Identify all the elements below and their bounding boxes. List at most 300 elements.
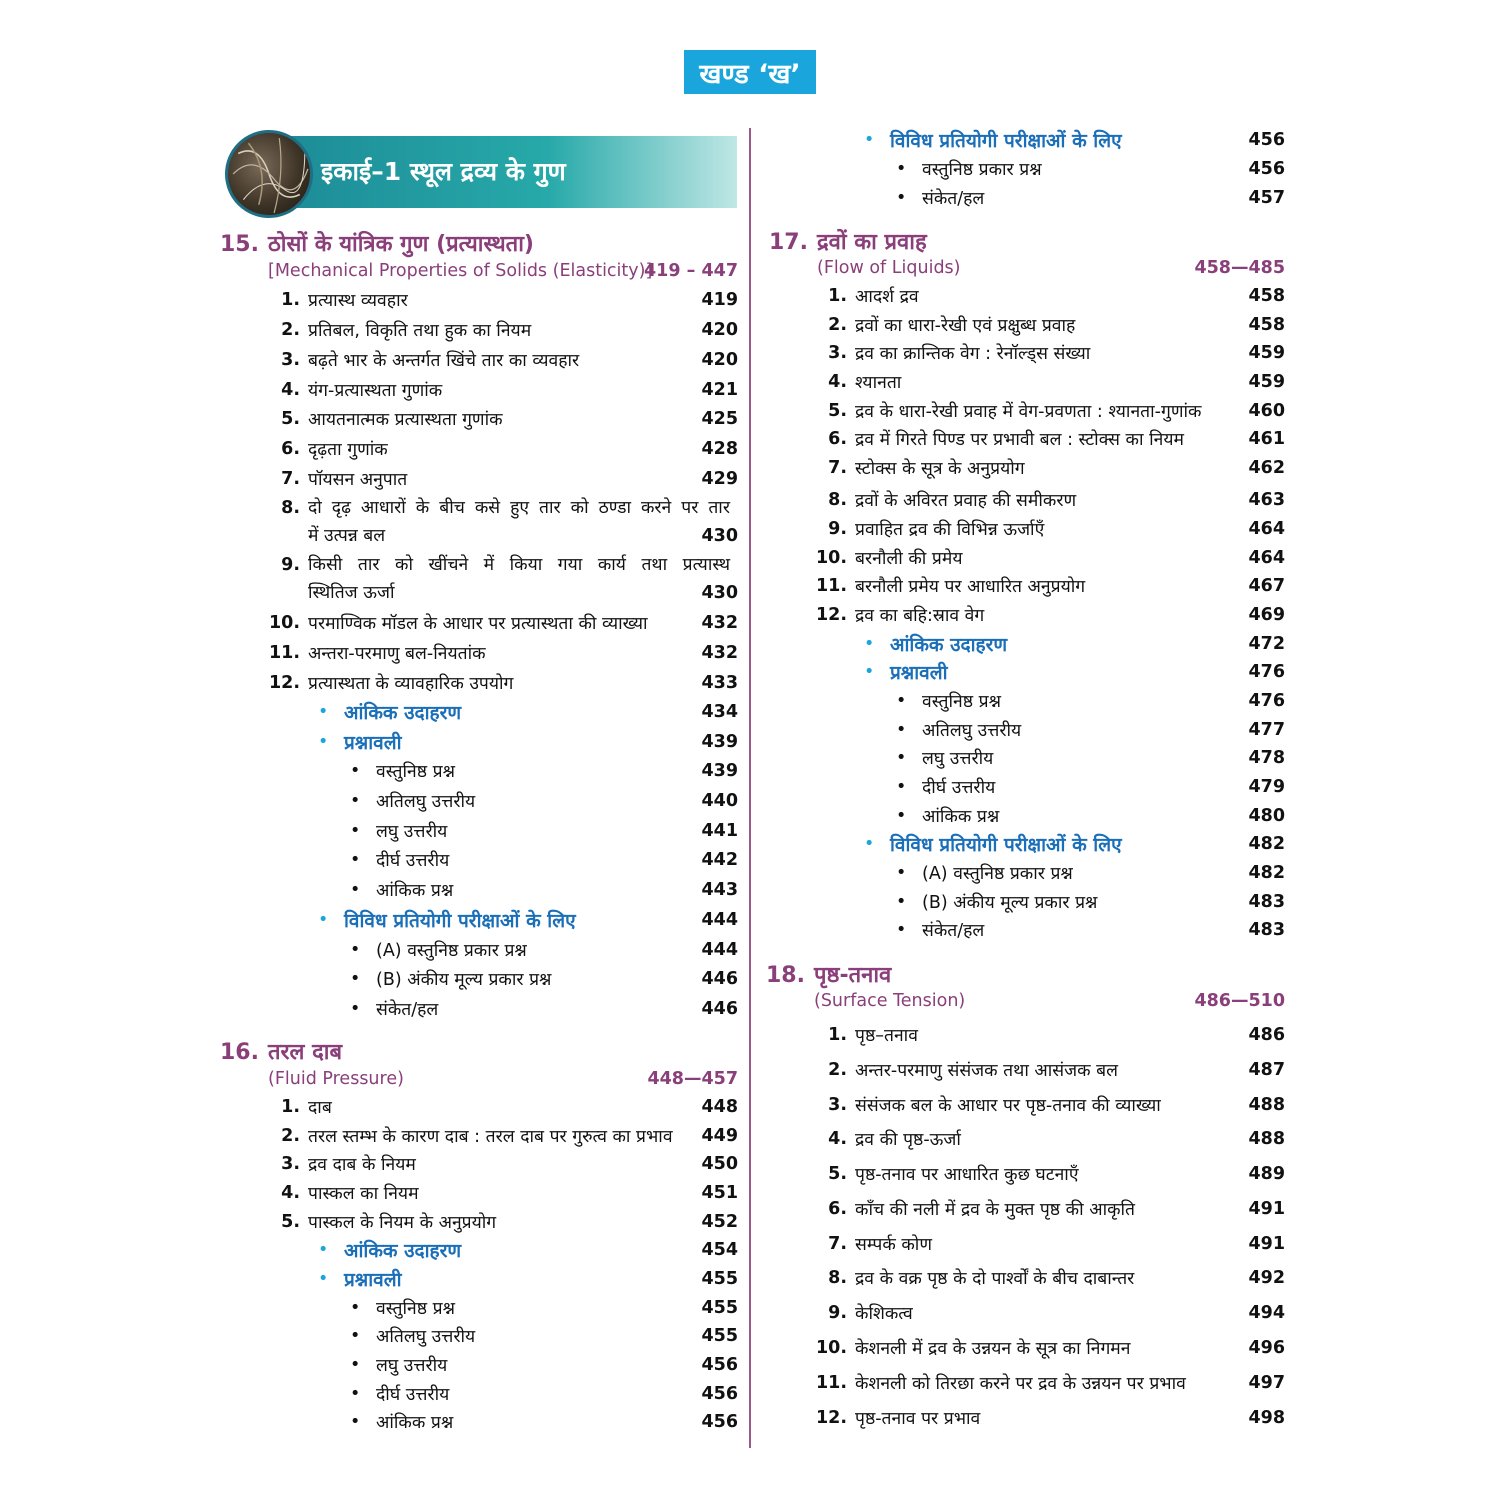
toc-subsection <box>318 1236 738 1264</box>
item-page: 489 <box>1248 1164 1285 1184</box>
subsection-text: (A) वस्तुनिष्ठ प्रकार प्रश्न <box>922 864 1073 884</box>
toc-item <box>815 1056 1285 1084</box>
item-text: अन्तरा-परमाणु बल-नियतांक <box>308 644 486 664</box>
item-number: 2. <box>281 1126 300 1146</box>
item-number: 4. <box>828 1129 847 1149</box>
item-number: 4. <box>281 1183 300 1203</box>
bullet-icon: • <box>350 999 361 1019</box>
bullet-icon: • <box>350 1298 361 1318</box>
subsection-text: (A) वस्तुनिष्ठ प्रकार प्रश्न <box>376 941 527 961</box>
toc-subitem <box>350 995 738 1023</box>
toc-subitem <box>896 859 1285 887</box>
toc-item <box>815 1125 1285 1153</box>
toc-item <box>815 1404 1285 1432</box>
bullet-icon: • <box>864 634 875 654</box>
toc-item <box>815 282 1285 310</box>
item-page: 428 <box>701 439 738 459</box>
bullet-icon: • <box>350 1384 361 1404</box>
bullet-icon: • <box>864 662 875 682</box>
toc-subitem <box>896 687 1285 715</box>
bullet-icon: • <box>318 910 329 930</box>
item-text: प्रवाहित द्रव की विभिन्न ऊर्जाएँ <box>855 520 1045 540</box>
item-page: 444 <box>701 940 738 960</box>
chapter-page-range: 458—485 <box>1194 258 1285 278</box>
item-text-line: किसी तार को खींचने में किया गया कार्य तथा प्रत्यास्थ <box>308 555 730 575</box>
chapter-number: 16. <box>220 1040 259 1065</box>
item-text: प्रत्यास्थता के व्यावहारिक उपयोग <box>308 674 514 694</box>
item-page: 429 <box>701 469 738 489</box>
item-page: 497 <box>1248 1373 1285 1393</box>
item-page: 463 <box>1248 490 1285 510</box>
subsection-text: संकेत/हल <box>922 189 985 209</box>
item-number: 3. <box>828 343 847 363</box>
item-page: 430 <box>701 526 738 546</box>
chapter-title-text: द्रवों का प्रवाह <box>817 230 927 255</box>
bullet-icon: • <box>350 1412 361 1432</box>
item-text: श्यानता <box>855 373 902 393</box>
toc-item <box>815 368 1285 396</box>
item-number: 9. <box>828 1303 847 1323</box>
toc-item <box>268 669 738 697</box>
item-text: अन्तर-परमाणु संसंजक तथा आसंजक बल <box>855 1061 1118 1081</box>
subsection-text: लघु उत्तरीय <box>376 1356 448 1376</box>
chapter-page-range: 486—510 <box>1194 991 1285 1011</box>
subsection-text: प्रश्नावली <box>344 1269 402 1291</box>
chapter-title <box>220 230 534 260</box>
subsection-text: (B) अंकीय मूल्य प्रकार प्रश्न <box>922 893 1098 913</box>
subsection-text: अतिलघु उत्तरीय <box>922 721 1022 741</box>
item-number: 6. <box>828 1199 847 1219</box>
item-page: 457 <box>1248 188 1285 208</box>
chapter-english-title <box>268 258 738 284</box>
bullet-icon: • <box>350 940 361 960</box>
chapter-english-text: [Mechanical Properties of Solids (Elasticity)] <box>268 261 653 281</box>
toc-subitem <box>896 716 1285 744</box>
item-text: द्रव दाब के नियम <box>308 1155 416 1175</box>
subsection-text: संकेत/हल <box>376 1000 439 1020</box>
subsection-text: दीर्घ उत्तरीय <box>376 851 450 871</box>
toc-item <box>815 1091 1285 1119</box>
item-page: 483 <box>1248 920 1285 940</box>
subsection-text: वस्तुनिष्ठ प्रश्न <box>922 692 1001 712</box>
item-page: 464 <box>1248 519 1285 539</box>
subsection-text: विविध प्रतियोगी परीक्षाओं के लिए <box>344 910 576 932</box>
toc-item <box>268 1150 738 1178</box>
item-text: द्रव की पृष्ठ-ऊर्जा <box>855 1130 961 1150</box>
item-number: 12. <box>815 605 847 625</box>
subsection-text: आंकिक प्रश्न <box>922 807 1000 827</box>
toc-subsection <box>318 698 738 726</box>
subsection-text: आंकिक उदाहरण <box>344 702 462 724</box>
bullet-icon: • <box>318 1269 329 1289</box>
chapter-english-text: (Fluid Pressure) <box>268 1069 404 1089</box>
item-number: 7. <box>281 469 300 489</box>
item-number: 7. <box>828 1234 847 1254</box>
toc-item <box>268 1122 738 1150</box>
chapter-page-range: 419 – 447 <box>644 261 738 281</box>
toc-subitem <box>350 1380 738 1408</box>
item-text: तरल स्तम्भ के कारण दाब : तरल दाब पर गुरुत्व का प्रभाव <box>308 1127 673 1147</box>
toc-subitem <box>350 1322 738 1350</box>
item-page: 454 <box>701 1240 738 1260</box>
item-page: 444 <box>701 910 738 930</box>
item-page: 491 <box>1248 1199 1285 1219</box>
item-text: परमाण्विक मॉडल के आधार पर प्रत्यास्थता की व्याख्या <box>308 614 648 634</box>
toc-item <box>268 346 738 374</box>
item-number: 10. <box>815 548 847 568</box>
item-page: 467 <box>1248 576 1285 596</box>
toc-item <box>815 544 1285 572</box>
chapter-english-text: (Surface Tension) <box>814 991 966 1011</box>
chapter-number: 17. <box>769 230 808 255</box>
item-text: द्रव में गिरते पिण्ड पर प्रभावी बल : स्टोक्स का नियम <box>855 430 1184 450</box>
item-text: सम्पर्क कोण <box>855 1235 932 1255</box>
toc-item <box>815 486 1285 514</box>
item-page: 483 <box>1248 892 1285 912</box>
item-page: 440 <box>701 791 738 811</box>
item-page: 458 <box>1248 286 1285 306</box>
item-page: 456 <box>701 1412 738 1432</box>
item-number: 3. <box>828 1095 847 1115</box>
item-page: 480 <box>1248 806 1285 826</box>
item-page: 449 <box>701 1126 738 1146</box>
toc-item <box>815 1264 1285 1292</box>
toc-subitem <box>350 1351 738 1379</box>
item-number: 1. <box>828 286 847 306</box>
item-page: 448 <box>701 1097 738 1117</box>
item-text: बरनौली की प्रमेय <box>855 549 963 569</box>
toc-subsection <box>864 630 1285 658</box>
item-text: पृष्ठ–तनाव <box>855 1026 918 1046</box>
toc-item <box>268 1179 738 1207</box>
item-number: 8. <box>828 490 847 510</box>
item-number: 5. <box>828 401 847 421</box>
item-number: 1. <box>281 290 300 310</box>
section-badge: खण्ड ‘ख’ <box>684 50 816 94</box>
item-page: 476 <box>1248 691 1285 711</box>
item-number: 5. <box>828 1164 847 1184</box>
item-page: 421 <box>701 380 738 400</box>
item-text: पास्कल के नियम के अनुप्रयोग <box>308 1213 497 1233</box>
toc-item <box>268 465 738 493</box>
chapter-title <box>769 228 927 258</box>
item-number: 8. <box>281 498 300 518</box>
item-text-line: स्थितिज ऊर्जा <box>308 583 395 603</box>
bullet-icon: • <box>318 732 329 752</box>
subsection-text: आंकिक उदाहरण <box>890 634 1008 656</box>
chapter-title-text: ठोसों के यांत्रिक गुण (प्रत्यास्थता) <box>268 232 534 257</box>
chapter-number: 18. <box>766 963 805 988</box>
toc-item <box>815 1195 1285 1223</box>
item-page: 434 <box>701 702 738 722</box>
item-page: 425 <box>701 409 738 429</box>
item-page: 456 <box>701 1355 738 1375</box>
item-page: 446 <box>701 999 738 1019</box>
toc-item <box>268 609 738 637</box>
item-page: 452 <box>701 1212 738 1232</box>
toc-item <box>268 1093 738 1121</box>
toc-subitem <box>350 965 738 993</box>
toc-subitem <box>896 155 1285 183</box>
item-page: 433 <box>701 673 738 693</box>
item-text: द्रवों का धारा-रेखी एवं प्रक्षुब्ध प्रवाह <box>855 316 1076 336</box>
item-text-line: में उत्पन्न बल <box>308 526 386 546</box>
toc-subitem <box>350 787 738 815</box>
item-text-line: दो दृढ़ आधारों के बीच कसे हुए तार को ठण्डा करने पर तार <box>308 498 730 518</box>
chapter-english-title <box>817 255 1285 281</box>
toc-subitem <box>896 888 1285 916</box>
item-number: 2. <box>828 315 847 335</box>
item-page: 477 <box>1248 720 1285 740</box>
item-number: 2. <box>281 320 300 340</box>
bullet-icon: • <box>896 748 907 768</box>
item-text: यंग-प्रत्यास्थता गुणांक <box>308 381 443 401</box>
item-page: 439 <box>701 732 738 752</box>
item-page: 432 <box>701 643 738 663</box>
toc-subitem <box>896 744 1285 772</box>
item-page: 456 <box>1248 159 1285 179</box>
item-number: 1. <box>828 1025 847 1045</box>
bullet-icon: • <box>350 1326 361 1346</box>
toc-subsection <box>318 1265 738 1293</box>
item-number: 8. <box>828 1268 847 1288</box>
toc-item <box>268 435 738 463</box>
item-text: स्टोक्स के सूत्र के अनुप्रयोग <box>855 459 1025 479</box>
bullet-icon: • <box>896 188 907 208</box>
item-page: 479 <box>1248 777 1285 797</box>
item-page: 464 <box>1248 548 1285 568</box>
chapter-title-text: पृष्ठ-तनाव <box>814 963 892 988</box>
bullet-icon: • <box>896 777 907 797</box>
item-text: काँच की नली में द्रव के मुक्त पृष्ठ की आकृति <box>855 1200 1136 1220</box>
subsection-text: वस्तुनिष्ठ प्रश्न <box>376 1299 455 1319</box>
subsection-text: विविध प्रतियोगी परीक्षाओं के लिए <box>890 834 1122 856</box>
bullet-icon: • <box>896 720 907 740</box>
chapter-title <box>766 961 891 991</box>
toc-item <box>815 454 1285 482</box>
item-page: 450 <box>701 1154 738 1174</box>
item-page: 462 <box>1248 458 1285 478</box>
item-text: आयतनात्मक प्रत्यास्थता गुणांक <box>308 410 503 430</box>
item-page: 472 <box>1248 634 1285 654</box>
toc-subitem <box>350 757 738 785</box>
item-number: 12. <box>268 673 300 693</box>
item-page: 488 <box>1248 1129 1285 1149</box>
toc-subitem <box>896 916 1285 944</box>
item-number: 3. <box>281 350 300 370</box>
toc-item <box>268 376 738 404</box>
subsection-text: आंकिक उदाहरण <box>344 1240 462 1262</box>
item-text: द्रव का क्रान्तिक वेग : रेनॉल्ड्स संख्या <box>855 344 1091 364</box>
item-number: 4. <box>828 372 847 392</box>
subsection-text: (B) अंकीय मूल्य प्रकार प्रश्न <box>376 970 552 990</box>
toc-item <box>815 572 1285 600</box>
subsection-text: प्रश्नावली <box>890 662 948 684</box>
bullet-icon: • <box>896 920 907 940</box>
subsection-text: अतिलघु उत्तरीय <box>376 792 476 812</box>
toc-item <box>815 1021 1285 1049</box>
item-number: 6. <box>281 439 300 459</box>
toc-item <box>268 494 738 550</box>
chapter-page-range: 448—457 <box>647 1069 738 1089</box>
bullet-icon: • <box>896 892 907 912</box>
toc-subsection <box>864 658 1285 686</box>
subsection-text: लघु उत्तरीय <box>922 749 994 769</box>
subsection-text: दीर्घ उत्तरीय <box>922 778 996 798</box>
item-page: 455 <box>701 1326 738 1346</box>
subsection-text: आंकिक प्रश्न <box>376 881 454 901</box>
toc-item <box>815 311 1285 339</box>
chapter-english-title <box>814 988 1285 1014</box>
bullet-icon: • <box>896 806 907 826</box>
item-text: केशनली में द्रव के उन्नयन के सूत्र का निगमन <box>855 1339 1131 1359</box>
item-page: 439 <box>701 761 738 781</box>
item-page: 458 <box>1248 315 1285 335</box>
subsection-text: संकेत/हल <box>922 921 985 941</box>
subsection-text: लघु उत्तरीय <box>376 822 448 842</box>
item-page: 455 <box>701 1298 738 1318</box>
chapter-english-title <box>268 1066 738 1092</box>
item-number: 9. <box>281 555 300 575</box>
toc-item <box>268 286 738 314</box>
item-page: 492 <box>1248 1268 1285 1288</box>
chapter-title <box>220 1038 342 1068</box>
item-number: 5. <box>281 1212 300 1232</box>
item-text: संसंजक बल के आधार पर पृष्ठ-तनाव की व्याख्या <box>855 1096 1161 1116</box>
bullet-icon: • <box>350 761 361 781</box>
item-page: 419 <box>701 290 738 310</box>
toc-subsection <box>864 830 1285 858</box>
item-number: 11. <box>815 576 847 596</box>
item-page: 494 <box>1248 1303 1285 1323</box>
subsection-text: अतिलघु उत्तरीय <box>376 1327 476 1347</box>
toc-subitem <box>896 184 1285 212</box>
item-page: 443 <box>701 880 738 900</box>
item-number: 2. <box>828 1060 847 1080</box>
item-page: 446 <box>701 969 738 989</box>
item-page: 469 <box>1248 605 1285 625</box>
chapter-number: 15. <box>220 232 259 257</box>
subsection-text: वस्तुनिष्ठ प्रकार प्रश्न <box>922 160 1042 180</box>
toc-item <box>815 1160 1285 1188</box>
item-page: 420 <box>701 320 738 340</box>
item-number: 11. <box>815 1373 847 1393</box>
column-divider <box>749 128 751 1448</box>
item-page: 460 <box>1248 401 1285 421</box>
bullet-icon: • <box>350 1355 361 1375</box>
item-text: दाब <box>308 1098 332 1118</box>
item-text: द्रव के वक्र पृष्ठ के दो पार्श्वों के बीच दाबान्तर <box>855 1269 1135 1289</box>
item-text: द्रव के धारा-रेखी प्रवाह में वेग-प्रवणता : श्यानता-गुणांक <box>855 402 1202 422</box>
subsection-text: दीर्घ उत्तरीय <box>376 1385 450 1405</box>
item-page: 459 <box>1248 343 1285 363</box>
item-page: 456 <box>701 1384 738 1404</box>
toc-item <box>815 515 1285 543</box>
item-page: 441 <box>701 821 738 841</box>
toc-subitem <box>350 846 738 874</box>
toc-subitem <box>350 817 738 845</box>
item-number: 5. <box>281 409 300 429</box>
item-page: 488 <box>1248 1095 1285 1115</box>
bullet-icon: • <box>350 821 361 841</box>
bullet-icon: • <box>350 880 361 900</box>
subsection-text: आंकिक प्रश्न <box>376 1413 454 1433</box>
toc-item <box>268 1208 738 1236</box>
item-page: 442 <box>701 850 738 870</box>
item-text: बरनौली प्रमेय पर आधारित अनुप्रयोग <box>855 577 1086 597</box>
item-page: 496 <box>1248 1338 1285 1358</box>
unit-banner <box>225 136 737 208</box>
toc-item <box>815 601 1285 629</box>
chapter-title-text: तरल दाब <box>268 1040 343 1065</box>
item-page: 491 <box>1248 1234 1285 1254</box>
item-page: 459 <box>1248 372 1285 392</box>
item-page: 487 <box>1248 1060 1285 1080</box>
bullet-icon: • <box>318 1240 329 1260</box>
toc-subitem <box>896 802 1285 830</box>
toc-subitem <box>350 936 738 964</box>
toc-subsection <box>864 126 1285 154</box>
item-text: आदर्श द्रव <box>855 287 919 307</box>
bullet-icon: • <box>350 850 361 870</box>
bullet-icon: • <box>896 691 907 711</box>
item-page: 498 <box>1248 1408 1285 1428</box>
item-text: केशनली को तिरछा करने पर द्रव के उन्नयन पर प्रभाव <box>855 1374 1186 1394</box>
toc-item <box>268 316 738 344</box>
item-text: द्रव का बहि:स्राव वेग <box>855 606 985 626</box>
item-number: 3. <box>281 1154 300 1174</box>
item-page: 451 <box>701 1183 738 1203</box>
bullet-icon: • <box>318 702 329 722</box>
toc-item <box>815 1369 1285 1397</box>
item-page: 432 <box>701 613 738 633</box>
item-text: द्रवों के अविरत प्रवाह की समीकरण <box>855 491 1077 511</box>
item-number: 7. <box>828 458 847 478</box>
item-page: 476 <box>1248 662 1285 682</box>
toc-item <box>815 397 1285 425</box>
toc-item <box>815 425 1285 453</box>
bullet-icon: • <box>350 969 361 989</box>
item-page: 456 <box>1248 130 1285 150</box>
toc-item <box>815 1334 1285 1362</box>
unit-image-icon <box>225 130 313 218</box>
toc-subitem <box>350 876 738 904</box>
item-page: 486 <box>1248 1025 1285 1045</box>
item-number: 11. <box>268 643 300 663</box>
unit-title: इकाई–1 स्थूल द्रव्य के गुण <box>321 157 566 186</box>
item-text: बढ़ते भार के अन्तर्गत खिंचे तार का व्यवहार <box>308 351 580 371</box>
toc-subitem <box>896 773 1285 801</box>
toc-subitem <box>350 1408 738 1436</box>
item-page: 430 <box>701 583 738 603</box>
toc-item <box>268 405 738 433</box>
item-text: दृढ़ता गुणांक <box>308 440 388 460</box>
item-page: 478 <box>1248 748 1285 768</box>
toc-subsection <box>318 906 738 934</box>
item-number: 4. <box>281 380 300 400</box>
toc-item <box>815 339 1285 367</box>
toc-item <box>815 1230 1285 1258</box>
item-text: प्रतिबल, विकृति तथा हुक का नियम <box>308 321 532 341</box>
item-page: 482 <box>1248 863 1285 883</box>
chapter-english-text: (Flow of Liquids) <box>817 258 961 278</box>
item-text: पास्कल का नियम <box>308 1184 419 1204</box>
subsection-text: विविध प्रतियोगी परीक्षाओं के लिए <box>890 130 1122 152</box>
item-number: 1. <box>281 1097 300 1117</box>
bullet-icon: • <box>896 863 907 883</box>
toc-item <box>815 1299 1285 1327</box>
item-text: पृष्ठ-तनाव पर आधारित कुछ घटनाएँ <box>855 1165 1079 1185</box>
